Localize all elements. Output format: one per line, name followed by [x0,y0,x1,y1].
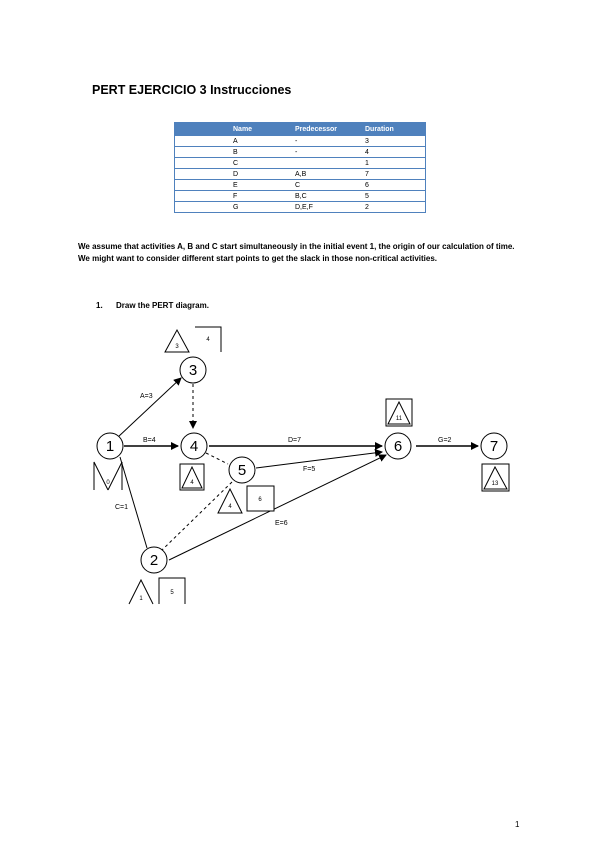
node-label: 7 [489,438,499,455]
node-7 [481,433,507,459]
edge-label-f: F=5 [303,466,316,473]
early-time-label: 11 [395,416,403,422]
table-cell: B [175,147,292,158]
node-label: 5 [237,462,247,479]
table-cell: D,E,F [291,202,361,213]
early-time-marker-node-1 [94,462,122,490]
node-3 [180,357,206,383]
node-label: 6 [393,438,403,455]
table-cell: C [291,180,361,191]
edge-dummy-2-5 [161,481,233,551]
intro-paragraph: We assume that activities A, B and C start simultaneously in the initial event 1, the origin of our calculation of time. We might want to consider different start points to get the slack in those non-critical activities. [78,242,515,263]
column-header-duration: Duration [361,123,426,137]
node-label: 2 [149,552,159,569]
late-time-marker-node-2 [159,578,185,604]
early-time-marker-node-2 [129,580,153,604]
early-time-label: 4 [228,504,232,510]
edge-label-c: C=1 [115,504,129,511]
table-cell: 6 [361,180,426,191]
table-cell: E [175,180,292,191]
early-time-marker-node-4 [180,464,204,490]
column-header-name: Name [175,123,292,137]
table-cell: A,B [291,169,361,180]
late-time-label: 4 [206,337,210,343]
edge-a [118,378,181,437]
late-time-label: 6 [258,497,262,503]
table-cell: - [291,147,361,158]
early-time-marker-node-3 [165,330,189,352]
edge-c [120,457,147,548]
node-2 [141,547,167,573]
table-cell: 4 [361,147,426,158]
early-time-marker-node-6 [386,399,412,426]
table-cell: B,C [291,191,361,202]
late-time-marker-node-3 [195,327,221,352]
early-time-label: 3 [175,344,179,350]
node-5 [229,457,255,483]
table-cell: F [175,191,292,202]
column-header-predecessor: Predecessor [291,123,361,137]
node-6 [385,433,411,459]
node-4 [181,433,207,459]
edge-label-a: A=3 [140,393,153,400]
table-cell: - [291,136,361,147]
node-label: 4 [189,438,199,455]
page-title: PERT EJERCICIO 3 Instrucciones [92,83,292,97]
table-cell: D [175,169,292,180]
step-text: Draw the PERT diagram. [116,301,209,310]
edge-label-d: D=7 [288,437,302,444]
table-cell: 3 [361,136,426,147]
step-number: 1. [96,301,103,310]
table-cell: G [175,202,292,213]
early-time-label: 13 [491,481,499,487]
early-time-label: 1 [139,596,143,602]
table-cell: 2 [361,202,426,213]
node-label: 1 [105,438,115,455]
early-time-label: 0 [106,480,110,486]
table-cell: A [175,136,292,147]
edge-dummy-4-5 [206,453,228,464]
page-number: 1 [515,820,520,829]
early-time-marker-node-7 [482,464,509,491]
edge-label-g: G=2 [438,437,452,444]
table-cell: 7 [361,169,426,180]
table-cell: 5 [361,191,426,202]
edge-label-e: E=6 [275,520,288,527]
early-time-label: 4 [190,480,194,486]
table-cell: C [175,158,292,169]
edge-label-b: B=4 [143,437,156,444]
table-cell: 1 [361,158,426,169]
late-time-marker-node-5 [247,486,274,511]
node-1 [97,433,123,459]
node-label: 3 [188,362,198,379]
late-time-label: 5 [170,590,174,596]
